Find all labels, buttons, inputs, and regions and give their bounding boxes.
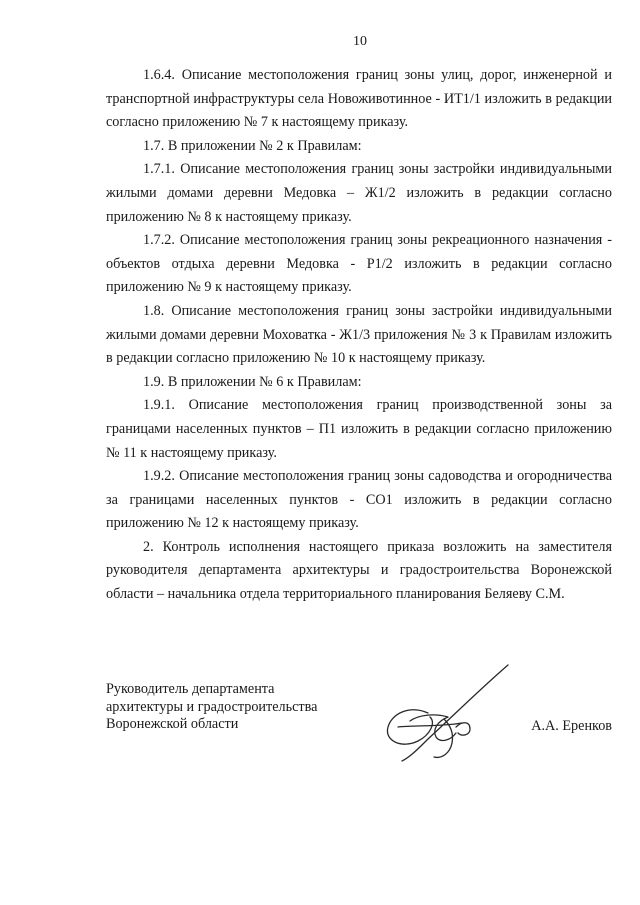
signatory-position-line: Руководитель департамента: [106, 681, 275, 697]
signatory-position-line: Воронежской области: [106, 716, 239, 732]
paragraph-1-9-2: 1.9.2. Описание местоположения границ зоны садоводства и огородничества за границами населенных пунктов - СО1 изложить в редакции согласно приложению № 12 к настоящему приказу.: [106, 468, 612, 532]
signature-block: [106, 681, 612, 791]
page-number: 10: [353, 34, 367, 49]
handwritten-signature: [358, 661, 518, 771]
paragraph-1-8: 1.8. Описание местоположения границ зоны застройки индивидуальными жилыми домами деревни Моховатка - Ж1/3 приложения № 3 к Правилам изложить в редакции согласно приложению № 10 к настоящему приказу.: [106, 302, 612, 367]
signatory-position-line: архитектуры и градостроительства: [106, 698, 318, 715]
paragraph-1-7-2: 1.7.2. Описание местоположения границ зоны рекреационного назначения - объектов отдыха деревни Медовка - Р1/2 изложить в редакции согласно приложению № 9 к настоящему приказу.: [106, 232, 612, 296]
paragraph-1-9-1: 1.9.1. Описание местоположения границ производственной зоны за границами населенных пунктов – П1 изложить в редакции согласно приложению № 11 к настоящему приказу.: [106, 397, 612, 461]
signatory-name: А.А. Еренков: [531, 718, 612, 734]
paragraph-1-7: 1.7. В приложении № 2 к Правилам:: [143, 137, 362, 154]
paragraph-1-6-4: 1.6.4. Описание местоположения границ зоны улиц, дорог, инженерной и транспортной инфраструктуры села Новоживотинное - ИТ1/1 изложить в редакции согласно приложению № 7 к настоящему приказу.: [106, 67, 612, 131]
paragraph-2: 2. Контроль исполнения настоящего приказа возложить на заместителя руководителя департамента архитектуры и градостроительства Воронежской области – начальника отдела территориального планирования Беляеву С.М.: [106, 538, 612, 603]
signatory-position: [106, 681, 317, 734]
paragraph-1-7-1: 1.7.1. Описание местоположения границ зоны застройки индивидуальными жилыми домами деревни Медовка – Ж1/2 изложить в редакции согласно приложению № 8 к настоящему приказу.: [106, 161, 612, 225]
document-body: [106, 64, 612, 607]
paragraph-1-9: 1.9. В приложении № 6 к Правилам:: [143, 373, 362, 390]
